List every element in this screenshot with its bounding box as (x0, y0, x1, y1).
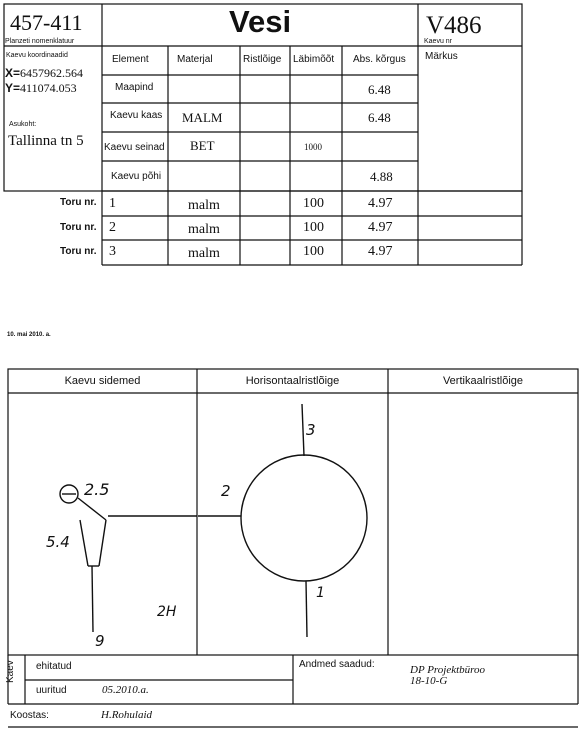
pipe-material: malm (188, 198, 220, 213)
row-element: Kaevu kaas (110, 110, 163, 121)
pipe-diameter: 100 (303, 220, 324, 235)
data-from-label: Andmed saadud: (299, 659, 375, 670)
row-material: MALM (182, 110, 223, 125)
pipe-diameter: 100 (303, 196, 324, 211)
document-date: 10. mai 2010. a. (7, 332, 51, 338)
built-label: ehitatud (36, 661, 72, 672)
col-header-remarks: Märkus (425, 51, 458, 62)
pipe-diameter: 100 (303, 244, 324, 259)
well-id-caption: Kaevu nr (424, 38, 453, 45)
page-title: Vesi (229, 4, 292, 39)
col-well-connections: Kaevu sidemed (64, 375, 141, 387)
col-header-material: Materjal (177, 54, 213, 65)
pipe-height: 4.97 (368, 220, 393, 235)
row-height: 4.88 (370, 169, 393, 184)
pipe-no: 2 (109, 220, 116, 235)
pipe-height: 4.97 (368, 244, 393, 259)
hand-note-pipe-3: 3 (306, 421, 316, 439)
author-value: H.Rohulaid (101, 709, 153, 721)
coord-x-value: 6457962.564 (20, 66, 84, 80)
col-header-section: Ristlõige (243, 54, 282, 65)
plan-caption: Planzeti nomenklatuur (5, 38, 75, 45)
coord-y (5, 81, 77, 96)
col-horizontal-section: Horisontaalristlõige (245, 375, 340, 387)
col-header-height: Abs. kõrgus (353, 54, 406, 65)
pipe-label: Toru nr. (60, 222, 97, 233)
pipe-label: Toru nr. (60, 197, 97, 208)
row-material: BET (190, 138, 215, 153)
hand-note-2-5: 2.5 (84, 480, 110, 499)
pipe-no: 3 (109, 244, 116, 259)
location-value: Tallinna tn 5 (8, 133, 84, 149)
plan-number: 457-411 (10, 10, 83, 35)
row-element: Kaevu seinad (104, 142, 165, 153)
hand-note-5-4: 5.4 (46, 533, 70, 551)
pipe-no: 1 (109, 196, 116, 211)
coords-label: Kaevu koordinaadid (6, 52, 68, 59)
author-label: Koostas: (10, 710, 49, 721)
hand-note-pipe-2: 2 (221, 482, 231, 500)
row-height: 6.48 (368, 82, 391, 97)
location-label: Asukoht: (9, 121, 37, 128)
col-vertical-section: Vertikaalristlõige (442, 375, 524, 387)
row-element: Kaevu põhi (111, 171, 162, 182)
data-from-value-2: 18-10-G (410, 675, 448, 687)
col-header-element: Element (112, 54, 149, 65)
hand-note-pipe-1: 1 (316, 585, 325, 601)
col-header-diameter: Läbimõõt (293, 54, 335, 65)
coord-x (5, 66, 83, 81)
pipe-material: malm (188, 246, 220, 261)
coord-x-label: X= (5, 66, 21, 80)
data-from-value-1: DP Projektbüroo (410, 664, 486, 676)
row-element: Maapind (115, 82, 154, 93)
hand-note-2h: 2H (157, 604, 177, 620)
pipe-height: 4.97 (368, 196, 393, 211)
horizontal-section-sketch (198, 404, 367, 637)
well-connections-sketch (60, 485, 197, 632)
footer-side-label: Kaev (5, 660, 16, 683)
hand-note-9: 9 (95, 632, 105, 650)
row-diameter: 1000 (304, 142, 322, 152)
pipe-label: Toru nr. (60, 246, 97, 257)
pipe-material: malm (188, 222, 220, 237)
coord-y-label: Y= (5, 81, 21, 95)
measured-label: uuritud (36, 685, 67, 696)
well-id: V486 (426, 12, 482, 39)
row-height: 6.48 (368, 110, 391, 125)
measured-value: 05.2010.a. (102, 684, 149, 696)
coord-y-value: 411074.053 (20, 81, 77, 95)
